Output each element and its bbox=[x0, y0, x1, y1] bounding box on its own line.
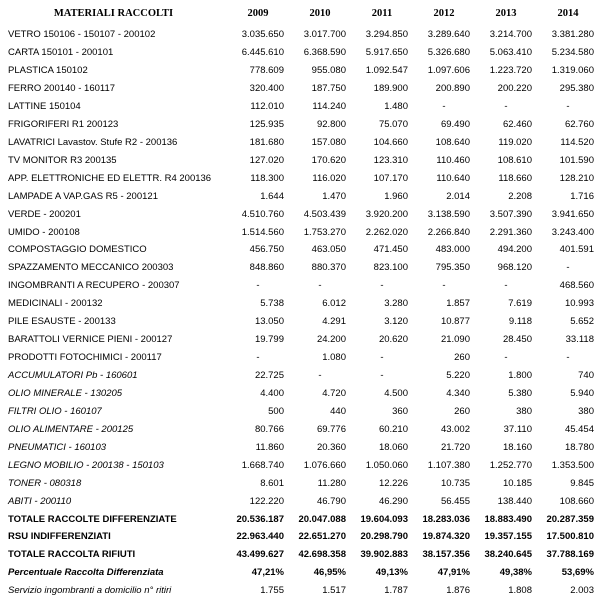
table-row bbox=[0, 98, 599, 116]
year-value-cell: 108.640 bbox=[435, 136, 470, 148]
year-value-cell: 19.799 bbox=[254, 334, 284, 346]
year-value-cell: 22.963.440 bbox=[236, 531, 284, 543]
year-value-cell: 22.651.270 bbox=[298, 531, 346, 543]
year-value-cell: 471.450 bbox=[373, 244, 408, 256]
year-value-cell: 127.020 bbox=[249, 154, 284, 166]
year-value-cell: 17.500.810 bbox=[546, 531, 594, 543]
year-value-cell: 1.076.660 bbox=[303, 459, 346, 471]
year-value-cell: 4.510.760 bbox=[241, 208, 284, 220]
year-value-cell: 11.860 bbox=[255, 441, 284, 453]
year-value-cell: 1.716 bbox=[570, 190, 594, 202]
year-value-cell: 1.050.060 bbox=[365, 459, 408, 471]
year-value-cell: 3.138.590 bbox=[427, 208, 470, 220]
table-row bbox=[0, 241, 599, 259]
table-row bbox=[0, 564, 599, 582]
year-value-cell: 1.080 bbox=[322, 352, 346, 364]
year-value-cell: - bbox=[442, 100, 446, 112]
table-row bbox=[0, 170, 599, 188]
year-value-cell: 18.060 bbox=[378, 441, 408, 453]
table-body bbox=[0, 26, 599, 600]
table-row bbox=[0, 510, 599, 528]
year-value-cell: 104.660 bbox=[373, 136, 408, 148]
year-value-cell: 4.400 bbox=[260, 387, 284, 399]
year-value-cell: 20.360 bbox=[316, 441, 346, 453]
year-value-cell: 260 bbox=[454, 405, 470, 417]
year-value-cell: 1.753.270 bbox=[303, 226, 346, 238]
row-label: APP. ELETTRONICHE ED ELETTR. R4 200136 bbox=[8, 172, 212, 184]
year-value-cell: 5.738 bbox=[260, 298, 284, 310]
year-value-cell: 3.289.640 bbox=[427, 29, 470, 41]
year-value-cell: 1.857 bbox=[446, 298, 470, 310]
year-value-cell: 80.766 bbox=[254, 423, 284, 435]
year-value-cell: - bbox=[380, 280, 384, 292]
row-label: Percentuale Raccolta Differenziata bbox=[8, 567, 164, 579]
table-row bbox=[0, 582, 599, 600]
year-value-cell: 955.080 bbox=[311, 65, 346, 77]
year-value-cell: 62.760 bbox=[564, 118, 594, 130]
year-value-cell: 138.440 bbox=[497, 495, 532, 507]
year-value-cell: 53,69% bbox=[561, 567, 594, 579]
year-value-cell: 1.755 bbox=[260, 585, 284, 597]
year-value-cell: 468.560 bbox=[559, 280, 594, 292]
row-label: PILE ESAUSTE - 200133 bbox=[8, 316, 116, 328]
year-value-cell: 6.368.590 bbox=[303, 47, 346, 59]
year-value-cell: 5.220 bbox=[446, 370, 470, 382]
year-value-cell: 483.000 bbox=[435, 244, 470, 256]
year-value-cell: - bbox=[566, 262, 570, 274]
row-label: CARTA 150101 - 200101 bbox=[8, 47, 114, 59]
year-value-cell: 1.876 bbox=[446, 585, 470, 597]
year-value-cell: 10.877 bbox=[440, 316, 470, 328]
year-value-cell: 795.350 bbox=[435, 262, 470, 274]
table-row bbox=[0, 457, 599, 475]
row-label: TOTALE RACCOLTA RIFIUTI bbox=[8, 549, 136, 561]
column-header-year-2009: 2009 bbox=[247, 7, 269, 19]
table-row bbox=[0, 331, 599, 349]
year-value-cell: 2.262.020 bbox=[365, 226, 408, 238]
row-label: TOTALE RACCOLTE DIFFERENZIATE bbox=[8, 513, 177, 525]
table-row bbox=[0, 528, 599, 546]
year-value-cell: 3.381.280 bbox=[551, 29, 594, 41]
row-label: PLASTICA 150102 bbox=[8, 65, 88, 77]
year-value-cell: - bbox=[504, 280, 508, 292]
year-value-cell: 108.610 bbox=[497, 154, 532, 166]
year-value-cell: 440 bbox=[330, 405, 346, 417]
year-value-cell: 2.291.360 bbox=[489, 226, 532, 238]
year-value-cell: 200.890 bbox=[435, 83, 470, 95]
year-value-cell: 37.788.169 bbox=[546, 549, 594, 561]
year-value-cell: 114.520 bbox=[560, 136, 594, 148]
year-value-cell: - bbox=[318, 280, 322, 292]
year-value-cell: 20.298.790 bbox=[360, 531, 408, 543]
row-label: TV MONITOR R3 200135 bbox=[8, 154, 117, 166]
year-value-cell: 22.725 bbox=[254, 370, 284, 382]
year-value-cell: 3.294.850 bbox=[365, 29, 408, 41]
year-value-cell: 3.214.700 bbox=[489, 29, 532, 41]
table-row bbox=[0, 474, 599, 492]
table-row bbox=[0, 187, 599, 205]
year-value-cell: 43.499.627 bbox=[236, 549, 284, 561]
year-value-cell: 69.490 bbox=[440, 118, 470, 130]
row-label: INGOMBRANTI A RECUPERO - 200307 bbox=[8, 280, 180, 292]
year-value-cell: 116.020 bbox=[312, 172, 346, 184]
year-value-cell: 189.900 bbox=[373, 83, 408, 95]
year-value-cell: 123.310 bbox=[373, 154, 408, 166]
table-row bbox=[0, 349, 599, 367]
column-header-year-2012: 2012 bbox=[433, 7, 455, 19]
row-label: SPAZZAMENTO MECCANICO 200303 bbox=[8, 262, 174, 274]
year-value-cell: 10.185 bbox=[502, 477, 532, 489]
row-label: OLIO ALIMENTARE - 200125 bbox=[8, 423, 134, 435]
row-label: ACCUMULATORI Pb - 160601 bbox=[8, 370, 138, 382]
row-label: RSU INDIFFERENZIATI bbox=[8, 531, 111, 543]
year-value-cell: 5.380 bbox=[508, 387, 532, 399]
year-value-cell: 6.445.610 bbox=[241, 47, 284, 59]
table-row bbox=[0, 546, 599, 564]
year-value-cell: 4.500 bbox=[384, 387, 408, 399]
year-value-cell: 3.120 bbox=[384, 316, 408, 328]
year-value-cell: - bbox=[318, 370, 322, 382]
row-label: FRIGORIFERI R1 200123 bbox=[8, 118, 119, 130]
year-value-cell: 3.280 bbox=[384, 298, 408, 310]
year-value-cell: 20.536.187 bbox=[236, 513, 284, 525]
year-value-cell: 46,95% bbox=[313, 567, 346, 579]
year-value-cell: 28.450 bbox=[502, 334, 532, 346]
year-value-cell: 181.680 bbox=[249, 136, 284, 148]
year-value-cell: 20.287.359 bbox=[546, 513, 594, 525]
year-value-cell: 62.460 bbox=[502, 118, 532, 130]
year-value-cell: 18.283.036 bbox=[422, 513, 470, 525]
year-value-cell: 1.319.060 bbox=[551, 65, 594, 77]
year-value-cell: 157.080 bbox=[311, 136, 346, 148]
year-value-cell: 21.720 bbox=[440, 441, 470, 453]
row-label: PNEUMATICI - 160103 bbox=[8, 441, 107, 453]
year-value-cell: 5.917.650 bbox=[365, 47, 408, 59]
year-value-cell: 37.110 bbox=[503, 423, 532, 435]
year-value-cell: 260 bbox=[454, 352, 470, 364]
table-row bbox=[0, 205, 599, 223]
year-value-cell: 49,38% bbox=[499, 567, 532, 579]
year-value-cell: - bbox=[504, 100, 508, 112]
year-value-cell: 21.090 bbox=[440, 334, 470, 346]
year-value-cell: 38.240.645 bbox=[484, 549, 532, 561]
year-value-cell: 5.652 bbox=[570, 316, 594, 328]
year-value-cell: 4.503.439 bbox=[303, 208, 346, 220]
year-value-cell: 3.941.650 bbox=[551, 208, 594, 220]
year-value-cell: 75.070 bbox=[378, 118, 408, 130]
table-row bbox=[0, 421, 599, 439]
year-value-cell: 33.118 bbox=[565, 334, 594, 346]
row-label: LEGNO MOBILIO - 200138 - 150103 bbox=[8, 459, 164, 471]
year-value-cell: 200.220 bbox=[497, 83, 532, 95]
row-label: Servizio ingombranti a domicilio n° ritiri bbox=[8, 585, 172, 597]
year-value-cell: 778.609 bbox=[249, 65, 284, 77]
year-value-cell: 1.092.547 bbox=[365, 65, 408, 77]
table-row bbox=[0, 26, 599, 44]
year-value-cell: 9.118 bbox=[508, 316, 532, 328]
year-value-cell: 3.920.200 bbox=[365, 208, 408, 220]
table-row bbox=[0, 259, 599, 277]
year-value-cell: 118.660 bbox=[498, 172, 532, 184]
column-header-year-2013: 2013 bbox=[495, 7, 517, 19]
row-label: ABITI - 200110 bbox=[8, 495, 72, 507]
row-label: PRODOTTI FOTOCHIMICI - 200117 bbox=[8, 352, 162, 364]
year-value-cell: 3.017.700 bbox=[303, 29, 346, 41]
header-row bbox=[0, 0, 599, 26]
year-value-cell: 187.750 bbox=[311, 83, 346, 95]
year-value-cell: 7.619 bbox=[508, 298, 532, 310]
year-value-cell: 1.223.720 bbox=[489, 65, 532, 77]
year-value-cell: 12.226 bbox=[378, 477, 408, 489]
year-value-cell: 1.353.500 bbox=[551, 459, 594, 471]
year-value-cell: 1.800 bbox=[508, 370, 532, 382]
row-label: LAMPADE A VAP.GAS R5 - 200121 bbox=[8, 190, 158, 202]
year-value-cell: 69.776 bbox=[316, 423, 346, 435]
table-row bbox=[0, 134, 599, 152]
year-value-cell: 848.860 bbox=[249, 262, 284, 274]
year-value-cell: 43.002 bbox=[440, 423, 470, 435]
table-row bbox=[0, 385, 599, 403]
year-value-cell: 740 bbox=[578, 370, 594, 382]
year-value-cell: 38.157.356 bbox=[422, 549, 470, 561]
year-value-cell: - bbox=[380, 370, 384, 382]
year-value-cell: 46.290 bbox=[378, 495, 408, 507]
year-value-cell: 2.208 bbox=[508, 190, 532, 202]
year-value-cell: 170.620 bbox=[311, 154, 346, 166]
year-value-cell: 45.454 bbox=[564, 423, 594, 435]
table-row bbox=[0, 403, 599, 421]
row-label: TONER - 080318 bbox=[8, 477, 82, 489]
table-row bbox=[0, 367, 599, 385]
year-value-cell: 494.200 bbox=[497, 244, 532, 256]
year-value-cell: 5.940 bbox=[570, 387, 594, 399]
year-value-cell: 13.050 bbox=[254, 316, 284, 328]
table-row bbox=[0, 62, 599, 80]
year-value-cell: 112.010 bbox=[250, 100, 284, 112]
year-value-cell: 18.883.490 bbox=[484, 513, 532, 525]
year-value-cell: - bbox=[380, 352, 384, 364]
year-value-cell: 1.517 bbox=[322, 585, 346, 597]
row-label: LATTINE 150104 bbox=[8, 100, 81, 112]
year-value-cell: 110.640 bbox=[436, 172, 470, 184]
year-value-cell: 20.047.088 bbox=[298, 513, 346, 525]
year-value-cell: 20.620 bbox=[378, 334, 408, 346]
year-value-cell: 60.210 bbox=[378, 423, 408, 435]
year-value-cell: - bbox=[566, 352, 570, 364]
year-value-cell: 320.400 bbox=[249, 83, 284, 95]
year-value-cell: 5.234.580 bbox=[551, 47, 594, 59]
year-value-cell: 4.340 bbox=[446, 387, 470, 399]
year-value-cell: 3.507.390 bbox=[489, 208, 532, 220]
year-value-cell: 49,13% bbox=[375, 567, 408, 579]
year-value-cell: 1.644 bbox=[260, 190, 284, 202]
row-label: OLIO MINERALE - 130205 bbox=[8, 387, 123, 399]
year-value-cell: 3.243.400 bbox=[551, 226, 594, 238]
year-value-cell: 360 bbox=[392, 405, 408, 417]
year-value-cell: - bbox=[256, 280, 260, 292]
year-value-cell: 118.300 bbox=[250, 172, 284, 184]
year-value-cell: 19.604.093 bbox=[360, 513, 408, 525]
table-row bbox=[0, 439, 599, 457]
year-value-cell: 114.240 bbox=[312, 100, 346, 112]
row-label: VERDE - 200201 bbox=[8, 208, 81, 220]
table-row bbox=[0, 313, 599, 331]
table-row bbox=[0, 277, 599, 295]
table-row bbox=[0, 116, 599, 134]
year-value-cell: 18.160 bbox=[502, 441, 532, 453]
row-label: FERRO 200140 - 160117 bbox=[8, 83, 116, 95]
column-header-year-2011: 2011 bbox=[371, 7, 393, 19]
column-header-materials: MATERIALI RACCOLTI bbox=[53, 7, 174, 19]
year-value-cell: 1.514.560 bbox=[241, 226, 284, 238]
table-row bbox=[0, 223, 599, 241]
year-value-cell: - bbox=[504, 352, 508, 364]
year-value-cell: 968.120 bbox=[497, 262, 532, 274]
year-value-cell: - bbox=[442, 280, 446, 292]
row-label: MEDICINALI - 200132 bbox=[8, 298, 103, 310]
table-row bbox=[0, 80, 599, 98]
year-value-cell: 500 bbox=[268, 405, 284, 417]
year-value-cell: 380 bbox=[578, 405, 594, 417]
year-value-cell: 18.780 bbox=[564, 441, 594, 453]
year-value-cell: - bbox=[256, 352, 260, 364]
year-value-cell: 122.220 bbox=[249, 495, 284, 507]
year-value-cell: 880.370 bbox=[311, 262, 346, 274]
table-row bbox=[0, 152, 599, 170]
row-label: BARATTOLI VERNICE PIENI - 200127 bbox=[8, 334, 173, 346]
year-value-cell: 5.063.410 bbox=[489, 47, 532, 59]
year-value-cell: 8.601 bbox=[260, 477, 284, 489]
year-value-cell: - bbox=[566, 100, 570, 112]
year-value-cell: 2.266.840 bbox=[427, 226, 470, 238]
year-value-cell: 56.455 bbox=[440, 495, 470, 507]
row-label: UMIDO - 200108 bbox=[8, 226, 80, 238]
year-value-cell: 108.660 bbox=[559, 495, 594, 507]
year-value-cell: 463.050 bbox=[311, 244, 346, 256]
table-row bbox=[0, 492, 599, 510]
year-value-cell: 9.845 bbox=[570, 477, 594, 489]
year-value-cell: 4.291 bbox=[322, 316, 346, 328]
year-value-cell: 19.874.320 bbox=[422, 531, 470, 543]
year-value-cell: 1.960 bbox=[384, 190, 408, 202]
year-value-cell: 1.480 bbox=[384, 100, 408, 112]
year-value-cell: 456.750 bbox=[249, 244, 284, 256]
year-value-cell: 24.200 bbox=[316, 334, 346, 346]
year-value-cell: 4.720 bbox=[322, 387, 346, 399]
year-value-cell: 2.014 bbox=[446, 190, 470, 202]
year-value-cell: 5.326.680 bbox=[427, 47, 470, 59]
table-row bbox=[0, 295, 599, 313]
year-value-cell: 2.003 bbox=[570, 585, 594, 597]
year-value-cell: 295.380 bbox=[559, 83, 594, 95]
year-value-cell: 6.012 bbox=[322, 298, 346, 310]
year-value-cell: 10.993 bbox=[564, 298, 594, 310]
year-value-cell: 19.357.155 bbox=[484, 531, 532, 543]
year-value-cell: 1.252.770 bbox=[489, 459, 532, 471]
year-value-cell: 1.808 bbox=[508, 585, 532, 597]
year-value-cell: 380 bbox=[516, 405, 532, 417]
year-value-cell: 125.935 bbox=[249, 118, 284, 130]
year-value-cell: 11.280 bbox=[317, 477, 346, 489]
year-value-cell: 110.460 bbox=[436, 154, 470, 166]
year-value-cell: 1.470 bbox=[322, 190, 346, 202]
row-label: LAVATRICI Lavastov. Stufe R2 - 200136 bbox=[8, 136, 178, 148]
row-label: FILTRI OLIO - 160107 bbox=[8, 405, 102, 417]
year-value-cell: 92.800 bbox=[316, 118, 346, 130]
year-value-cell: 401.591 bbox=[559, 244, 594, 256]
year-value-cell: 128.210 bbox=[559, 172, 594, 184]
year-value-cell: 1.668.740 bbox=[241, 459, 284, 471]
year-value-cell: 47,91% bbox=[437, 567, 470, 579]
year-value-cell: 1.107.380 bbox=[427, 459, 470, 471]
year-value-cell: 3.035.650 bbox=[241, 29, 284, 41]
year-value-cell: 823.100 bbox=[373, 262, 408, 274]
table-row bbox=[0, 44, 599, 62]
year-value-cell: 10.735 bbox=[440, 477, 470, 489]
row-label: VETRO 150106 - 150107 - 200102 bbox=[8, 29, 156, 41]
year-value-cell: 101.590 bbox=[559, 154, 594, 166]
year-value-cell: 1.787 bbox=[384, 585, 408, 597]
year-value-cell: 46.790 bbox=[316, 495, 346, 507]
year-value-cell: 39.902.883 bbox=[360, 549, 408, 561]
column-header-year-2010: 2010 bbox=[309, 7, 331, 19]
column-header-year-2014: 2014 bbox=[557, 7, 579, 19]
year-value-cell: 47,21% bbox=[251, 567, 284, 579]
year-value-cell: 119.020 bbox=[498, 136, 532, 148]
year-value-cell: 1.097.606 bbox=[427, 65, 470, 77]
year-value-cell: 107.170 bbox=[373, 172, 408, 184]
year-value-cell: 42.698.358 bbox=[298, 549, 346, 561]
row-label: COMPOSTAGGIO DOMESTICO bbox=[8, 244, 147, 256]
